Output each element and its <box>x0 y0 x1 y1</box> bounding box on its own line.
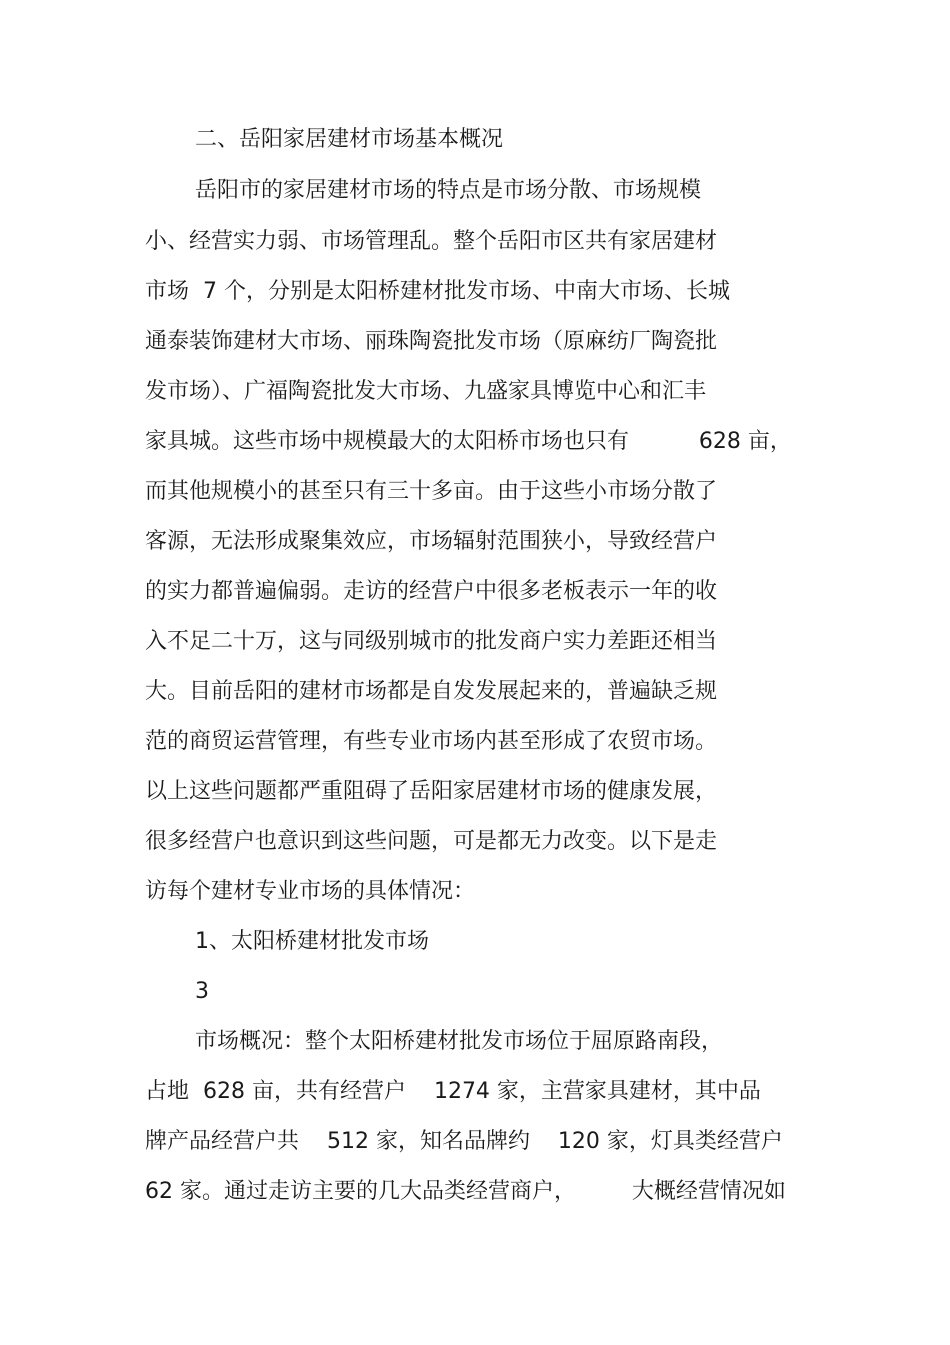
paragraph-line: 市场 7 个，分别是太阳桥建材批发市场、中南大市场、长城 <box>145 279 730 304</box>
paragraph-line: 客源，无法形成聚集效应，市场辐射范围狭小，导致经营户 <box>145 529 718 554</box>
paragraph-line: 通泰装饰建材大市场、丽珠陶瓷批发市场（原麻纺厂陶瓷批 <box>145 329 718 354</box>
paragraph-line: 家具城。这些市场中规模最大的太阳桥市场也只有 628 亩， <box>145 429 792 454</box>
paragraph-line: 牌产品经营户共 512 家，知名品牌约 120 家，灯具类经营户 <box>145 1129 783 1154</box>
paragraph-line: 市场概况：整个太阳桥建材批发市场位于屈原路南段， <box>195 1029 724 1054</box>
subsection-heading: 1、太阳桥建材批发市场 <box>195 929 429 954</box>
paragraph-line: 以上这些问题都严重阻碍了岳阳家居建材市场的健康发展， <box>145 779 718 804</box>
paragraph-line: 入不足二十万，这与同级别城市的批发商户实力差距还相当 <box>145 629 718 654</box>
page-number: 3 <box>195 979 209 1004</box>
section-heading: 二、岳阳家居建材市场基本概况 <box>195 127 504 152</box>
paragraph-line: 占地 628 亩，共有经营户 1274 家，主营家具建材，其中品 <box>145 1079 761 1104</box>
paragraph-line: 岳阳市的家居建材市场的特点是市场分散、市场规模 <box>195 178 702 203</box>
paragraph-line: 访每个建材专业市场的具体情况： <box>145 879 476 904</box>
paragraph-line: 的实力都普遍偏弱。走访的经营户中很多老板表示一年的收 <box>145 579 718 604</box>
paragraph-line: 大。目前岳阳的建材市场都是自发发展起来的，普遍缺乏规 <box>145 679 718 704</box>
paragraph-line: 62 家。通过走访主要的几大品类经营商户， 大概经营情况如 <box>145 1179 786 1204</box>
paragraph-line: 很多经营户也意识到这些问题，可是都无力改变。以下是走 <box>145 829 718 854</box>
paragraph-line: 而其他规模小的甚至只有三十多亩。由于这些小市场分散了 <box>145 479 718 504</box>
paragraph-line: 范的商贸运营管理，有些专业市场内甚至形成了农贸市场。 <box>145 729 718 754</box>
paragraph-line: 发市场）、广福陶瓷批发大市场、九盛家具博览中心和汇丰 <box>145 379 707 404</box>
paragraph-line: 小、经营实力弱、市场管理乱。整个岳阳市区共有家居建材 <box>145 229 718 254</box>
